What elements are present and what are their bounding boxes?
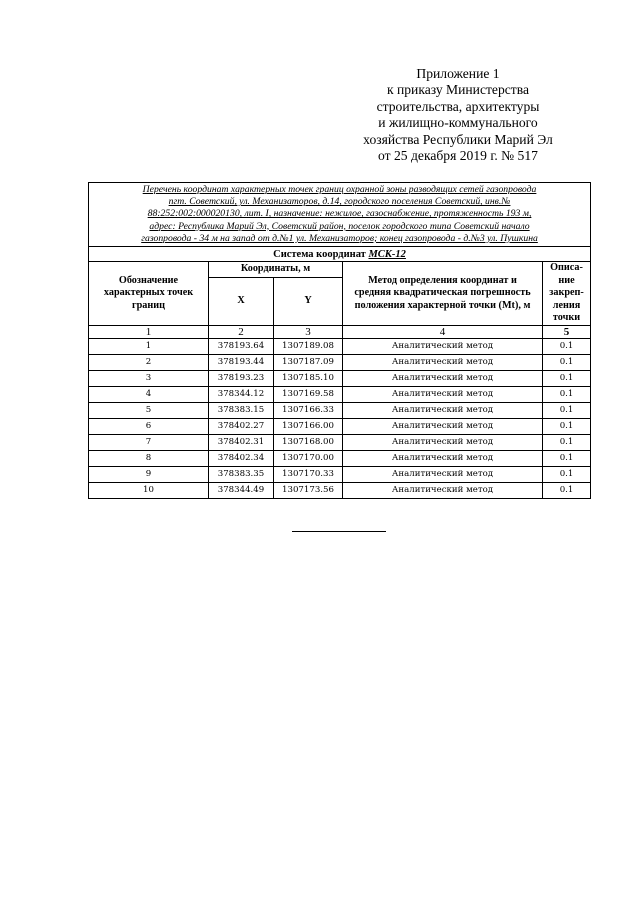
caption-line: Перечень координат характерных точек границ охранной зоны разводящих сетей газопровода xyxy=(142,184,537,195)
cell-method: Аналитический метод xyxy=(343,466,543,482)
coordinate-system-label: Система координат xyxy=(273,248,366,260)
table-row xyxy=(89,482,591,498)
cell-mt: 0.1 xyxy=(543,482,591,498)
cell-y: 1307185.10 xyxy=(274,370,343,386)
caption-line: пгт. Советский, ул. Механизаторов, д.14, городского поселения Советский, инв.№ xyxy=(168,196,511,208)
appendix-line: хозяйства Республики Марий Эл xyxy=(363,131,553,147)
cell-method: Аналитический метод xyxy=(343,370,543,386)
cell-method: Аналитический метод xyxy=(343,418,543,434)
column-number: 5 xyxy=(543,325,591,338)
cell-mt: 0.1 xyxy=(543,338,591,354)
cell-method: Аналитический метод xyxy=(343,434,543,450)
cell-mt: 0.1 xyxy=(543,386,591,402)
cell-x: 378193.44 xyxy=(209,354,274,370)
table-row xyxy=(89,338,591,354)
header-y: Y xyxy=(274,277,343,325)
appendix-line: строительства, архитектуры xyxy=(376,98,540,114)
appendix-line: от 25 декабря 2019 г. № 517 xyxy=(378,148,538,164)
cell-mt: 0.1 xyxy=(543,466,591,482)
cell-method: Аналитический метод xyxy=(343,450,543,466)
cell-n: 7 xyxy=(89,434,209,450)
signature-line xyxy=(292,531,386,532)
cell-mt: 0.1 xyxy=(543,450,591,466)
table-row xyxy=(89,450,591,466)
table-row xyxy=(89,386,591,402)
cell-x: 378402.31 xyxy=(209,434,274,450)
cell-method: Аналитический метод xyxy=(343,354,543,370)
table-row xyxy=(89,370,591,386)
cell-method: Аналитический метод xyxy=(343,402,543,418)
cell-n: 3 xyxy=(89,370,209,386)
cell-method: Аналитический метод xyxy=(343,338,543,354)
table-row xyxy=(89,354,591,370)
cell-mt: 0.1 xyxy=(543,402,591,418)
cell-x: 378402.27 xyxy=(209,418,274,434)
appendix-line: и жилищно-коммунального xyxy=(378,115,538,131)
table-row xyxy=(89,466,591,482)
coordinate-system-value: МСК-12 xyxy=(368,248,406,260)
cell-x: 378193.23 xyxy=(209,370,274,386)
cell-y: 1307170.33 xyxy=(274,466,343,482)
cell-x: 378402.34 xyxy=(209,450,274,466)
cell-n: 6 xyxy=(89,418,209,434)
header-description: Описа-ние закреп-ления точки xyxy=(543,262,591,326)
cell-n: 5 xyxy=(89,402,209,418)
caption-line: газопровода - 34 м на запад от д.№1 ул. Механизаторов; конец газопровода - д.№3 ул. Пушкина xyxy=(141,232,538,244)
table-caption xyxy=(89,183,591,247)
cell-n: 9 xyxy=(89,466,209,482)
cell-x: 378383.35 xyxy=(209,466,274,482)
cell-y: 1307166.33 xyxy=(274,402,343,418)
cell-y: 1307189.08 xyxy=(274,338,343,354)
coordinates-table xyxy=(88,182,591,499)
cell-y: 1307187.09 xyxy=(274,354,343,370)
cell-method: Аналитический метод xyxy=(343,386,543,402)
column-number: 1 xyxy=(89,325,209,338)
caption-line: 88:252:002:000020130, лит. I, назначение: нежилое, газоснабжение, протяженность 193 м, xyxy=(147,208,532,220)
header-x: X xyxy=(209,277,274,325)
coordinate-system xyxy=(89,247,591,262)
cell-y: 1307168.00 xyxy=(274,434,343,450)
table-row xyxy=(89,434,591,450)
cell-x: 378383.15 xyxy=(209,402,274,418)
cell-x: 378193.64 xyxy=(209,338,274,354)
cell-n: 10 xyxy=(89,482,209,498)
cell-n: 4 xyxy=(89,386,209,402)
cell-mt: 0.1 xyxy=(543,418,591,434)
header-designation: Обозначение характерных точек границ xyxy=(89,262,209,326)
column-number: 3 xyxy=(274,325,343,338)
appendix-header xyxy=(340,66,576,164)
cell-x: 378344.49 xyxy=(209,482,274,498)
cell-y: 1307173.56 xyxy=(274,482,343,498)
header-method: Метод определения координат и средняя квадратическая погрешность положения характерной точки (Mt), м xyxy=(343,262,543,326)
appendix-line: к приказу Министерства xyxy=(386,82,530,98)
table-row xyxy=(89,402,591,418)
appendix-line: Приложение 1 xyxy=(416,66,500,81)
cell-n: 8 xyxy=(89,450,209,466)
cell-method: Аналитический метод xyxy=(343,482,543,498)
cell-n: 1 xyxy=(89,338,209,354)
cell-mt: 0.1 xyxy=(543,354,591,370)
caption-line: адрес: Республика Марий Эл, Советский район, поселок городского типа Советский начало xyxy=(149,220,530,232)
cell-x: 378344.12 xyxy=(209,386,274,402)
column-number: 2 xyxy=(209,325,274,338)
header-coordinates: Координаты, м xyxy=(209,262,343,278)
cell-mt: 0.1 xyxy=(543,434,591,450)
column-number: 4 xyxy=(343,325,543,338)
cell-y: 1307166.00 xyxy=(274,418,343,434)
cell-n: 2 xyxy=(89,354,209,370)
cell-mt: 0.1 xyxy=(543,370,591,386)
table-row xyxy=(89,418,591,434)
cell-y: 1307169.58 xyxy=(274,386,343,402)
cell-y: 1307170.00 xyxy=(274,450,343,466)
